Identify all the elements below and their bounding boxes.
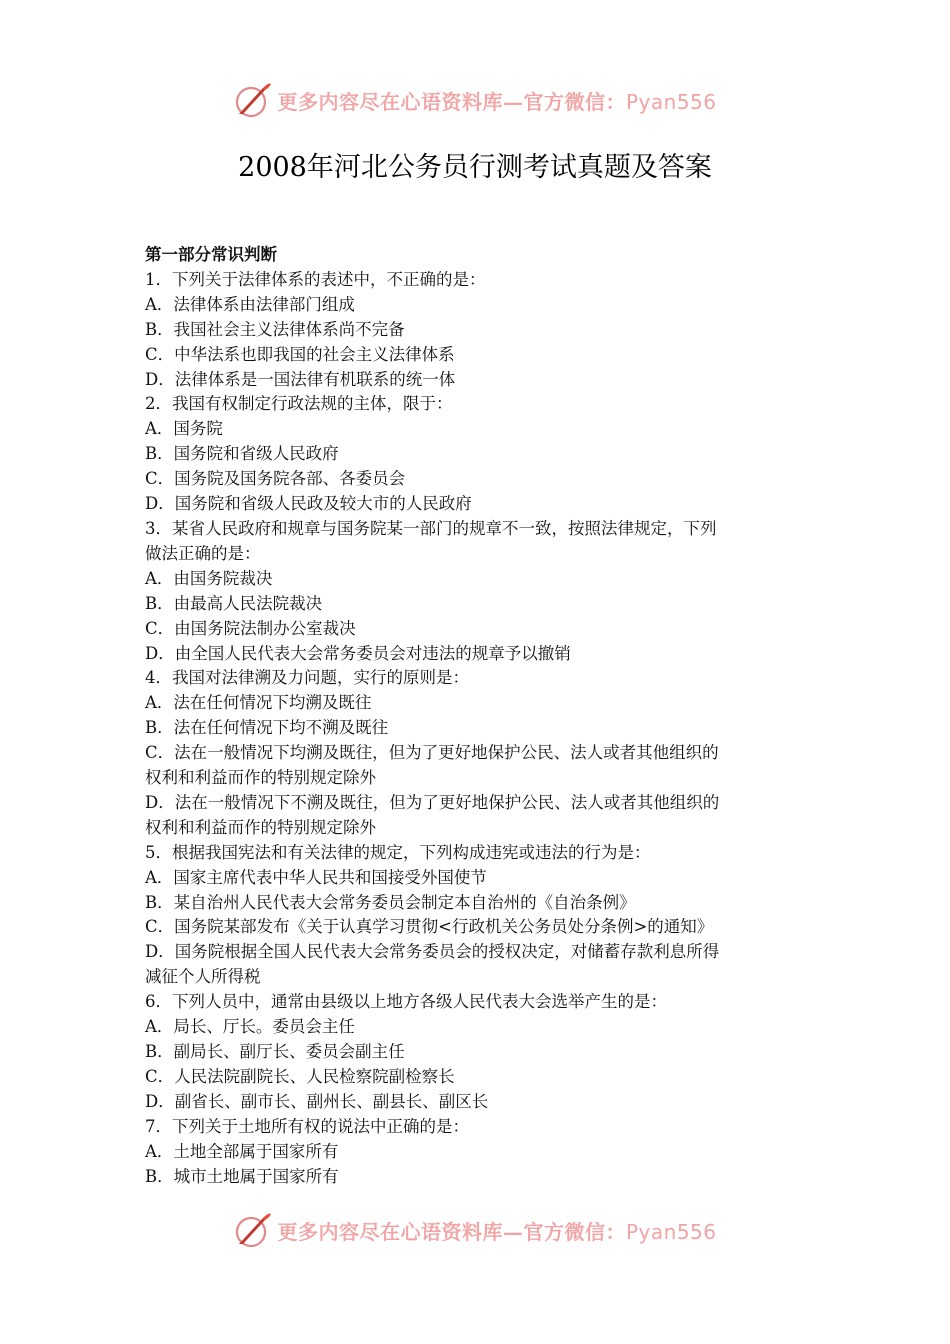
- watermark-banner-top: [0, 78, 950, 122]
- text-line: 权利和利益而作的特别规定除外: [145, 768, 376, 788]
- text-line: A．局长、厅长。委员会主任: [145, 1017, 355, 1037]
- watermark-wechat-label: 官方微信：: [523, 89, 626, 114]
- text-line: 减征个人所得税: [145, 967, 261, 987]
- text-line: 4．我国对法律溯及力问题，实行的原则是：: [145, 668, 469, 688]
- text-line: C．由国务院法制办公室裁决: [145, 618, 356, 638]
- text-line: D．法在一般情况下不溯及既往，但为了更好地保护公民、法人或者其他组织的: [145, 792, 720, 812]
- text-line: A．国务院: [145, 419, 223, 439]
- watermark-text: [277, 86, 716, 115]
- text-line: 做法正确的是：: [145, 543, 261, 563]
- text-line: 2．我国有权制定行政法规的主体，限于：: [145, 394, 453, 414]
- section-heading: 第一部分常识判断: [145, 245, 277, 264]
- text-line: A．由国务院裁决: [145, 568, 273, 588]
- text-line: C．人民法院副院长、人民检察院副检察长: [145, 1066, 455, 1086]
- text-line: 5．根据我国宪法和有关法律的规定，下列构成违宪或违法的行为是：: [145, 842, 651, 862]
- text-line: A．法在任何情况下均溯及既往: [145, 693, 372, 713]
- text-line: 权利和利益而作的特别规定除外: [145, 817, 376, 837]
- text-line: B．由最高人民法院裁决: [145, 593, 323, 613]
- text-line: B．副局长、副厅长、委员会副主任: [145, 1042, 405, 1061]
- text-line: A．土地全部属于国家所有: [145, 1141, 339, 1161]
- text-line: D．副省长、副市长、副州长、副县长、副区长: [145, 1091, 489, 1111]
- watermark-slogan: 更多内容尽在心语资料库: [277, 1219, 503, 1244]
- quill-logo-icon: [233, 80, 273, 120]
- quill-logo-icon: [233, 1210, 273, 1250]
- text-line: B．法在任何情况下均不溯及既往: [145, 718, 389, 738]
- document-title: 2008年河北公务员行测考试真题及答案: [238, 152, 712, 183]
- watermark-slogan: 更多内容尽在心语资料库: [277, 89, 503, 114]
- watermark-wechat-id: Pyan556: [625, 89, 717, 114]
- watermark-banner-bottom: [0, 1208, 950, 1252]
- text-line: A．法律体系由法律部门组成: [145, 294, 355, 314]
- watermark-wechat-id: Pyan556: [625, 1219, 717, 1244]
- text-line: C．法在一般情况下均溯及既往，但为了更好地保护公民、法人或者其他组织的: [145, 743, 719, 763]
- text-line: C．国务院及国务院各部、各委员会: [145, 469, 406, 489]
- text-line: B．某自治州人民代表大会常务委员会制定本自治州的《自治条例》: [145, 892, 636, 912]
- text-line: D．由全国人民代表大会常务委员会对违法的规章予以撤销: [145, 643, 571, 663]
- document-body: [145, 243, 815, 1189]
- text-line: C．国务院某部发布《关于认真学习贯彻<行政机关公务员处分条例>的通知》: [145, 917, 714, 937]
- text-line: B．城市土地属于国家所有: [145, 1166, 339, 1186]
- text-line: A．国家主席代表中华人民共和国接受外国使节: [145, 867, 487, 887]
- watermark-wechat-label: 官方微信：: [523, 1219, 626, 1244]
- text-line: B．我国社会主义法律体系尚不完备: [145, 319, 405, 339]
- text-line: 7．下列关于土地所有权的说法中正确的是：: [145, 1116, 469, 1136]
- text-line: 3．某省人民政府和规章与国务院某一部门的规章不一致，按照法律规定，下列: [145, 518, 717, 538]
- watermark-dash: —: [502, 1219, 524, 1244]
- text-line: B．国务院和省级人民政府: [145, 444, 339, 464]
- text-line: 1．下列关于法律体系的表述中，不正确的是：: [145, 269, 486, 289]
- text-line: D．国务院和省级人民政及较大市的人民政府: [145, 494, 472, 514]
- text-line: 6．下列人员中，通常由县级以上地方各级人民代表大会选举产生的是：: [145, 992, 667, 1012]
- watermark-dash: —: [502, 89, 524, 114]
- watermark-text: [277, 1216, 716, 1245]
- text-line: D．国务院根据全国人民代表大会常务委员会的授权决定，对储蓄存款利息所得: [145, 942, 720, 962]
- text-line: C．中华法系也即我国的社会主义法律体系: [145, 344, 455, 364]
- text-line: D．法律体系是一国法律有机联系的统一体: [145, 369, 456, 389]
